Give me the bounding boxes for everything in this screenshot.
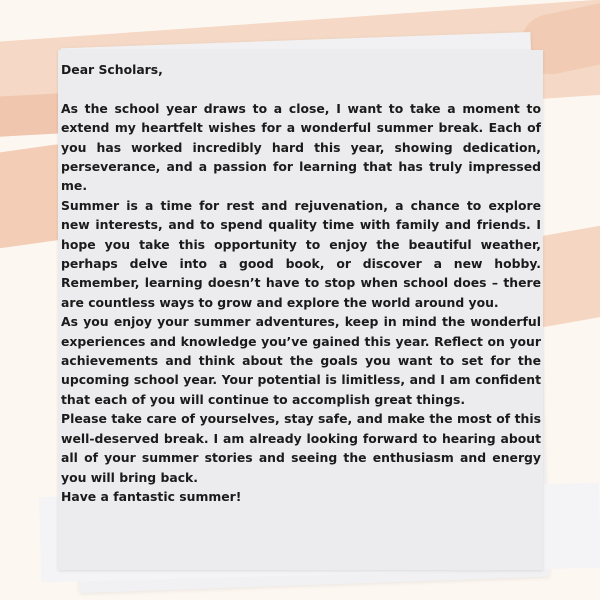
letter-salutation: Dear Scholars, [61,62,163,77]
letter-paragraph-3: As you enjoy your summer adventures, keep in mind the wonderful experiences and knowledge you’ve gained this year. Reflect on your achievements and think about the goals you want to set for the upcoming school year. Your potential is limitless, and I am confident that each of you will continue to accomplish great things. [61,314,541,407]
letter-paragraph-4: Please take care of yourselves, stay safe, and make the most of this well-deserved break. I am already looking forward to hearing about all of your summer stories and seeing the enthusiasm and energy you will bring back. [61,411,541,485]
letter-closing: Have a fantastic summer! [61,488,242,504]
letter-paragraph-1: As the school year draws to a close, I want to take a moment to extend my heartfelt wishes for a wonderful summer break. Each of you has worked incredibly hard this year, showing dedication, perseverance, and a passion for learning that has truly impressed me. [61,100,541,194]
letter-body [61,60,541,506]
letter-paragraph-2: Summer is a time for rest and rejuvenation, a chance to explore new interests, and to spend quality time with family and friends. I hope you take this opportunity to enjoy the beautiful weather, perhaps delve into a good book, or discover a new hobby. Remember, learning doesn’t have to stop when school does – there are countless ways to grow and explore the world around you. [61,197,541,310]
